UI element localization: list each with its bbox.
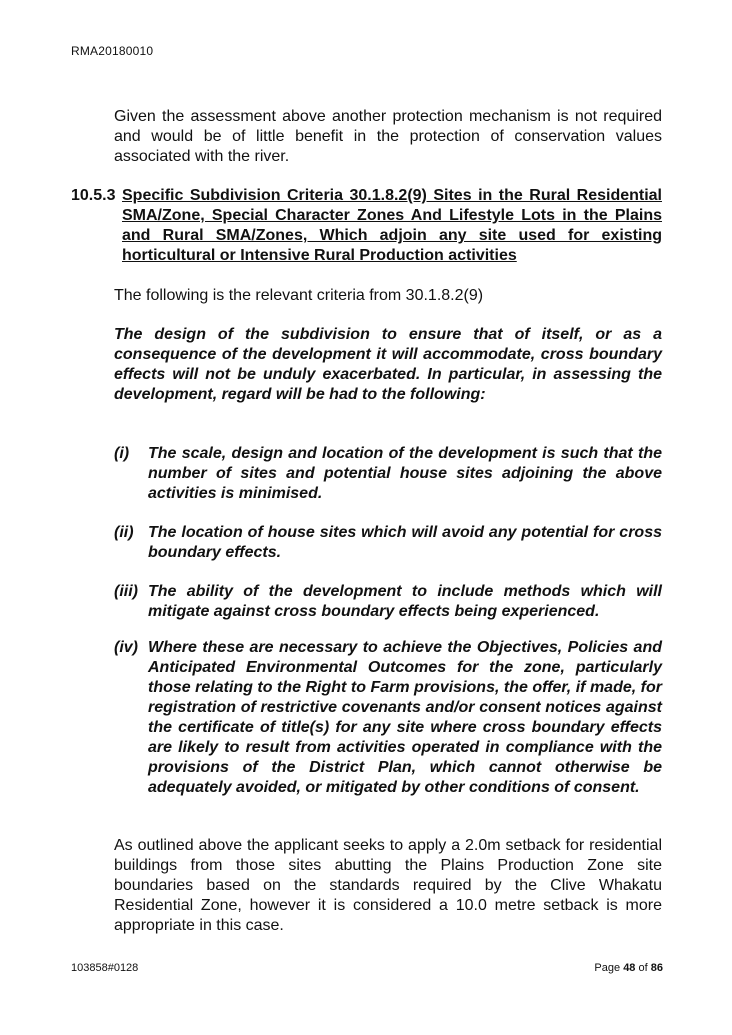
paragraph-criteria-lead: The following is the relevant criteria from 30.1.8.2(9) <box>114 287 484 304</box>
paragraph-assessment: Given the assessment above another protection mechanism is not required and would be of little benefit in the protection of conservation values associated with the river. <box>114 108 662 165</box>
of-word: of <box>638 962 648 974</box>
paragraph-setback: As outlined above the applicant seeks to apply a 2.0m setback for residential buildings from those sites abutting the Plains Production Zone site boundaries based on the standards required by the Clive Whakatu Residential Zone, however it is considered a 10.0 metre setback is more appropriate in this case. <box>114 837 662 934</box>
section-title: Specific Subdivision Criteria 30.1.8.2(9) Sites in the Rural Residential SMA/Zone, Special Character Zones And Lifestyle Lots in the Plains and Rural SMA/Zones, Which adjoin any site used for existing horticultural or Intensive Rural Production activities <box>122 187 662 264</box>
section-number: 10.5.3 <box>71 187 116 204</box>
page-word: Page <box>594 962 621 974</box>
criteria-item-label: (iv) <box>114 639 138 656</box>
criteria-intro: The design of the subdivision to ensure that of itself, or as a consequence of the development it will accommodate, cross boundary effects will not be unduly exacerbated. In particular, in assessing the development, regard will be had to the following: <box>114 326 662 403</box>
current-page: 48 <box>623 962 636 974</box>
total-pages: 86 <box>650 962 663 974</box>
criteria-item-label: (ii) <box>114 524 134 541</box>
criteria-item-text: The location of house sites which will avoid any potential for cross boundary effects. <box>148 524 662 561</box>
criteria-item-text: Where these are necessary to achieve the Objectives, Policies and Anticipated Environmental Outcomes for the zone, particularly those relating to the Right to Farm provisions, the offer, if made, for registration of restrictive covenants and/or consent notices against the certificate of title(s) for any site where cross boundary effects are likely to result from activities operated in compliance with the provisions of the District Plan, which cannot otherwise be adequately avoided, or mitigated by other conditions of consent. <box>148 639 662 796</box>
document-reference: RMA20180010 <box>71 44 154 58</box>
criteria-item-text: The ability of the development to include methods which will mitigate against cross boundary effects being experienced. <box>148 583 662 620</box>
footer-document-id: 103858#0128 <box>71 962 139 974</box>
criteria-item-text: The scale, design and location of the development is such that the number of sites and potential house sites adjoining the above activities is minimised. <box>148 445 662 502</box>
criteria-item-label: (iii) <box>114 583 138 600</box>
criteria-item-label: (i) <box>114 445 130 462</box>
page-number <box>594 962 663 974</box>
